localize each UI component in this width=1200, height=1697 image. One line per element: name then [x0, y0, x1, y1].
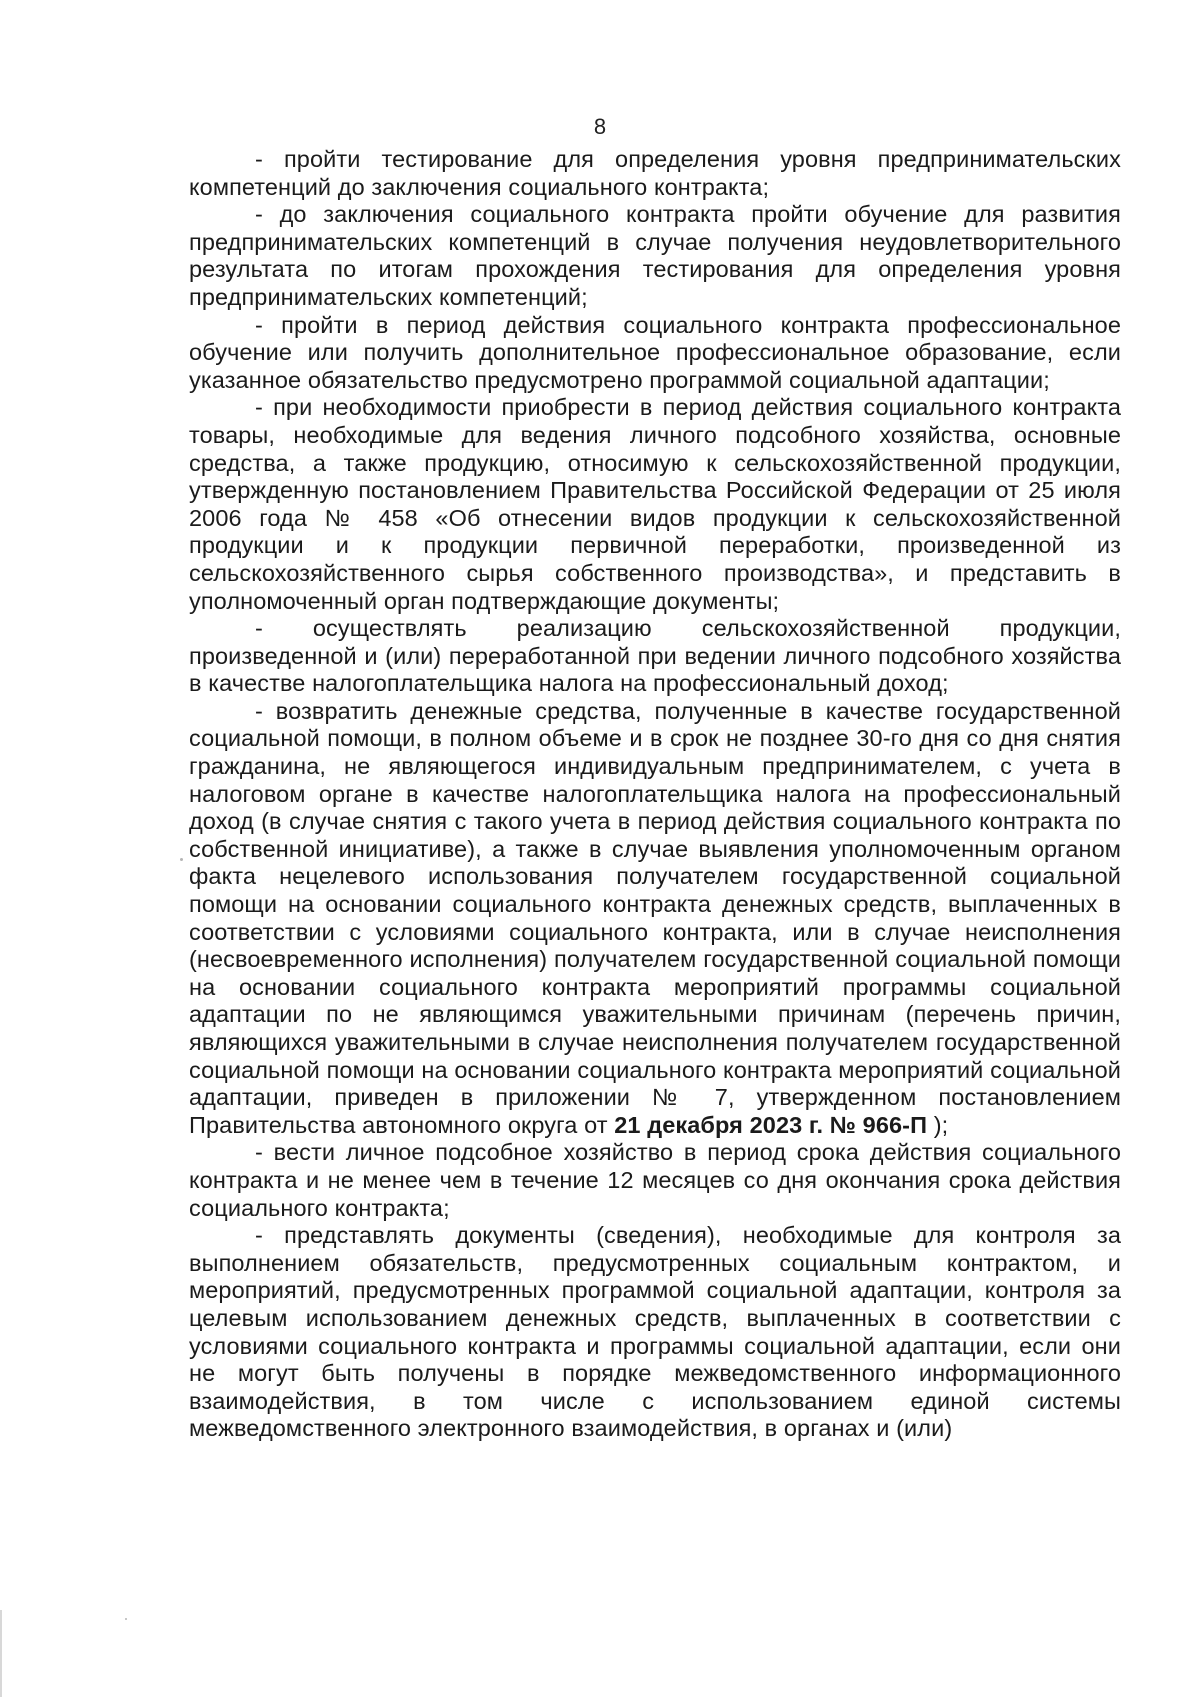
paragraph-training: - до заключения социального контракта пройти обучение для развития предпринимательских компетенций в случае получения неудовлетворительного результата по итогам прохождения тестирования для определения уровня предпринимательских компетенций; — [189, 201, 1121, 310]
document-body — [189, 146, 1121, 1443]
scan-speck — [125, 1618, 127, 1620]
resolution-reference: 21 декабря 2023 г. № 966-П — [614, 1111, 928, 1138]
paragraph-return-funds — [189, 698, 1121, 1140]
paragraph-professional-education: - пройти в период действия социального контракта профессиональное обучение или получить дополнительное профессиональное образование, если указанное обязательство предусмотрено программой социальной адаптации; — [189, 311, 1121, 393]
paragraph-keep-farm: - вести личное подсобное хозяйство в период срока действия социального контракта и не менее чем в течение 12 месяцев со дня окончания срока действия социального контракта; — [189, 1139, 1121, 1221]
paragraph-sell-produce: - осуществлять реализацию сельскохозяйственной продукции, произведенной и (или) переработанной при ведении личного подсобного хозяйства в качестве налогоплательщика налога на профессиональный доход; — [189, 615, 1121, 697]
paragraph-provide-documents: - представлять документы (сведения), необходимые для контроля за выполнением обязательств, предусмотренных социальным контрактом, и мероприятий, предусмотренных программой социальной адаптации, контроля за целевым использованием денежных средств, выплаченных в соответствии с условиями социального контракта и программы социальной адаптации, если они не могут быть получены в порядке межведомственного информационного взаимодействия, в том числе с использованием единой системы межведомственного электронного взаимодействия, в органах и (или) — [189, 1222, 1121, 1442]
page-number: 8 — [593, 114, 607, 139]
return-funds-text: - возвратить денежные средства, полученные в качестве государственной социальной помощи, в полном объеме и в срок не позднее 30-го дня со дня снятия гражданина, не являющегося индивидуальным предпринимателем, с учета в налоговом органе в качестве налогоплательщика налога на профессиональный доход (в случае снятия с такого учета в период действия социального контракта по собственной инициативе), а также в случае выявления уполномоченным органом факта нецелевого использования получателем государственной социальной помощи на основании социального контракта денежных средств, выплаченных в соответствии с условиями социального контракта, или в случае неисполнения (несвоевременного исполнения) получателем государственной социальной помощи на основании социального контракта мероприятий программы социальной адаптации по не являющимся уважительными причинам (перечень причин, являющихся уважительными в случае неисполнения получателем государственной социальной помощи на основании социального контракта мероприятий социальной адаптации, приведен в приложении № 7, утвержденном постановлением Правительства автономного округа от — [189, 697, 1121, 1138]
paragraph-testing: - пройти тестирование для определения уровня предпринимательских компетенций до заключения социального контракта; — [189, 146, 1121, 200]
scan-speck — [180, 858, 183, 861]
return-funds-ending: ); — [927, 1111, 949, 1138]
scan-edge — [0, 1610, 2, 1697]
paragraph-purchase-goods: - при необходимости приобрести в период действия социального контракта товары, необходимые для ведения личного подсобного хозяйства, основные средства, а также продукцию, относимую к сельскохозяйственной продукции, утвержденную постановлением Правительства Российской Федерации от 25 июля 2006 года № 458 «Об отнесении видов продукции к сельскохозяйственной продукции и к продукции первичной переработки, произведенной из сельскохозяйственного сырья собственного производства», и представить в уполномоченный орган подтверждающие документы; — [189, 394, 1121, 614]
